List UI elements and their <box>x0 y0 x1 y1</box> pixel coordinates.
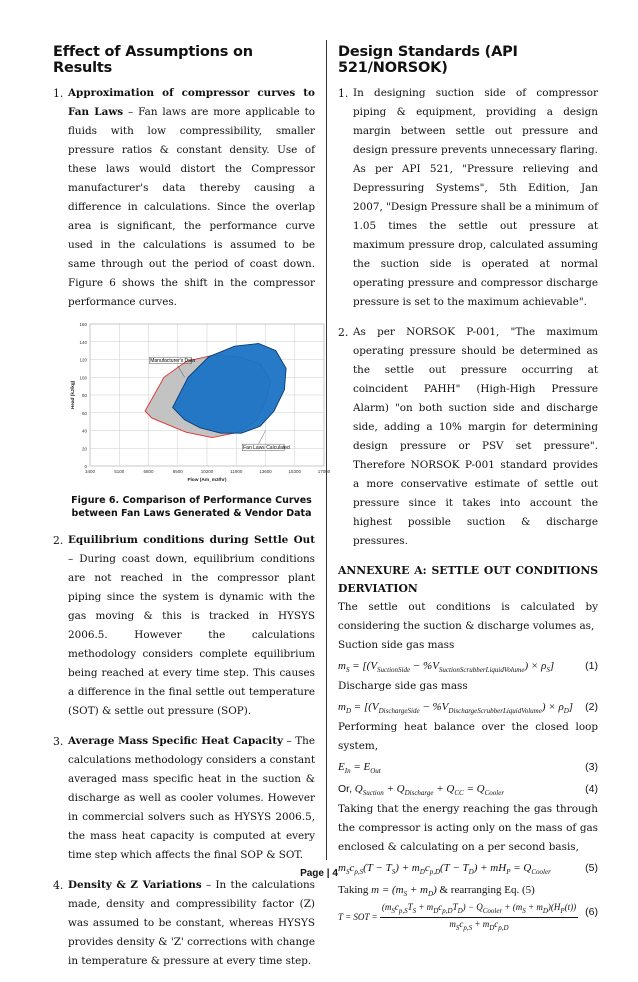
list-item <box>53 876 315 971</box>
y-tick-label: 80 <box>81 393 87 398</box>
y-tick-label: 20 <box>81 446 87 452</box>
x-tick-label: 10200 <box>200 469 214 474</box>
item-title: Average Mass Specific Heat Capacity <box>68 735 284 747</box>
annexure-intro: The settle out conditions is calculated by considering the suction & discharge volumes as, <box>338 601 598 632</box>
item-number: 3. <box>53 735 64 748</box>
taking-label: Taking <box>338 884 369 896</box>
item-number: 1. <box>338 87 349 100</box>
equation-number: (1) <box>585 660 598 672</box>
x-tick-label: 11900 <box>230 469 243 474</box>
item-body: – In the calculations made, density and compressibility factor (Z) was assumed to be constant, whereas HYSYS provides density & 'Z' corrections with change in temperature & pressure at every time step. <box>68 879 315 967</box>
equation-number: (6) <box>585 906 598 918</box>
x-tick-label: 5100 <box>114 469 125 474</box>
y-tick-label: 100 <box>79 375 87 381</box>
energy-text: Taking that the energy reaching the gas through the compressor is acting only on the mass of gas enclosed & calculating on a per second basis, <box>338 803 598 853</box>
item-text <box>68 531 315 721</box>
item-body: – The calculations methodology considers a constant averaged mass specific heat in the suction & discharge as well as cooler volumes. However in commercial solvers such as HYSYS 2006.5, the mass heat capacity is computed at every time step which affects the final SOP & SOT. <box>68 735 315 861</box>
caption-line-2: between Fan Laws Generated & Vendor Data <box>71 508 312 519</box>
equation-number: (4) <box>585 783 598 795</box>
x-axis-label: Flow (Am_m3/hr) <box>187 478 227 483</box>
item-body: As per NORSOK P-001, "The maximum operating pressure should be determined as the settle out pressure occurring at coincident PAHH" (High-High Pressure Alarm) "on both suction side and discharge side, adding a 10% margin for determining design pressure or PSV set pressure". Therefore NORSOK P-001 standard provides a more conservative estimate of settle out pressure since it takes into account the highest possible suction & discharge pressures. <box>353 326 598 547</box>
equation-m: Taking $m = (m_S + m_D)$ & rearranging Eq. (5) <box>338 884 535 899</box>
item-text <box>68 732 315 865</box>
right-column <box>338 44 598 931</box>
suction-label: Suction side gas mass <box>338 639 455 651</box>
item-number: 2. <box>53 534 64 547</box>
list-item <box>53 531 315 721</box>
item-number: 4. <box>53 879 64 892</box>
equation-3: $E_{In} = E_{Out}$ (3) <box>338 756 598 778</box>
list-item <box>338 323 598 551</box>
discharge-label: Discharge side gas mass <box>338 680 468 692</box>
y-tick-label: 160 <box>79 322 87 327</box>
x-tick-label: 3400 <box>84 469 96 474</box>
list-item <box>338 84 598 312</box>
annexure-title: ANNEXURE A: SETTLE OUT CONDITIONS DERVIATION <box>338 564 598 595</box>
equation-2: $m_D = [(V_{DischargeSide} - \%V_{DischargeScrubberLiquidVolume}) \times \rho_D]$ (2) <box>338 696 598 718</box>
standards-list <box>338 84 598 551</box>
x-tick-label: 15300 <box>288 469 302 474</box>
heat-balance-text: Performing heat balance over the closed loop system, <box>338 721 598 752</box>
equation-6: T = SOT = $(m_Sc_{p,S}T_S + m_Dc_{p,D}T_D) - Q_{Cooler} + (m_S + m_D)(H_P(t))$ $m_Sc_{p,S} + m_Dc_{p,D}$ (6) <box>338 902 598 932</box>
y-tick-label: 140 <box>79 339 87 345</box>
equation-1: $m_S = [(V_{SuctionSide} - \%V_{SuctionScrubberLiquidVolume}) \times \rho_S]$ (1) <box>338 655 598 677</box>
item-title: Approximation of compressor curves to Fan Laws <box>68 87 315 118</box>
y-tick-label: 40 <box>81 428 87 434</box>
right-heading: Design Standards (API 521/NORSOK) <box>338 44 518 76</box>
equation-number: (2) <box>585 701 598 713</box>
item-text <box>68 876 315 971</box>
annotation-fanlaws: Fan Laws Calculated <box>243 445 290 452</box>
equation-4: Or, $Q_{Suction} + Q_{Discharge} + Q_{CC} = Q_{Cooler}$ (4) <box>338 778 598 800</box>
y-tick-label: 120 <box>79 357 87 363</box>
list-item <box>53 732 315 865</box>
item-text <box>68 84 315 312</box>
list-item <box>53 84 330 520</box>
item-title: Density & Z Variations <box>68 879 202 891</box>
x-tick-label: 13600 <box>259 469 272 474</box>
y-tick-label: 0 <box>84 464 87 469</box>
y-axis-label: Head (kJ/kg) <box>71 380 76 410</box>
x-tick-label: 6800 <box>143 469 154 474</box>
performance-chart <box>68 318 330 490</box>
chart-svg <box>68 318 330 486</box>
page-footer: Page | 4 <box>300 868 338 879</box>
or-label: Or, <box>338 783 353 795</box>
item-title: Equilibrium conditions during Settle Out <box>68 534 315 546</box>
item-number: 2. <box>338 326 349 339</box>
equation-number: (3) <box>585 761 598 773</box>
figure-caption <box>68 494 315 520</box>
left-heading: Effect of Assumptions on Results <box>53 44 253 76</box>
item-body: – Fan laws are more applicable to fluids with low compressibility, smaller pressure ratios & constant density. Use of these laws would distort the Compressor manufacturer's data thereby causing a difference in calculations. Since the overlap area is significant, the performance curve used in the calculations is assumed to be same through out the period of coast down. Figure 6 shows the shift in the compressor performance curves. <box>68 106 315 308</box>
x-tick-label: 8500 <box>172 469 183 474</box>
rearrange-text: & rearranging Eq. (5) <box>439 884 535 896</box>
item-number: 1. <box>53 87 64 100</box>
equation-number: (5) <box>585 862 598 874</box>
item-body: In designing suction side of compressor piping & equipment, providing a design margin between settle out pressure and design pressure prevents unnecessary flaring. As per API 521, "Pressure relieving and Depressuring Systems", 5th Edition, Jan 2007, "Design Pressure shall be a minimum of 1.05 times the settle out pressure at maximum pressure drop, calculated assuming the suction side is operated at normal operating pressure and compressor discharge pressure is set to the maximum achievable". <box>353 87 598 308</box>
y-tick-label: 60 <box>81 410 87 416</box>
item-body: – During coast down, equilibrium conditions are not reached in the compressor plant piping since the system is dynamic with the gas moving & this is tracked in HYSYS 2006.5. However the calculations methodology considers complete equilibrium being reached at every time step. This causes a difference in the final settle out temperature (SOT) & settle out pressure (SOP). <box>68 553 315 717</box>
x-tick-label: 17000 <box>317 469 330 474</box>
equation-5: $m_Sc_{p,S}(T - T_S) + m_Dc_{p,D}(T - T_D) + mH_P = Q_{Cooler}$ (5) <box>338 857 598 879</box>
annotation-manufacturer: Manufacturer's Data <box>150 358 196 365</box>
caption-line-1: Figure 6. Comparison of Performance Curves <box>71 495 312 506</box>
